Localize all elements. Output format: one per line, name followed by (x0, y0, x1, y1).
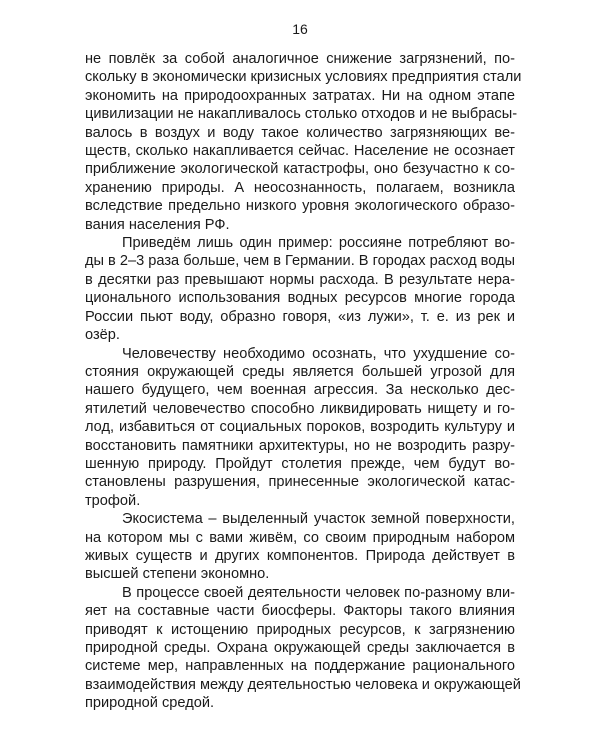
text-line: Экосистема – выделенный участок земной поверхности, (122, 511, 515, 528)
text-line: стояния окружающей среды является большей угрозой для (85, 363, 515, 380)
paragraph (85, 510, 515, 584)
text-line: в десятки раз превышают нормы расхода. В результате нера- (85, 271, 515, 288)
paragraph (85, 345, 515, 511)
text-line: озёр. (85, 327, 120, 344)
text-line: трофой. (85, 492, 141, 509)
text-line: Человечеству необходимо осознать, что ухудшение со- (122, 345, 515, 362)
text-line: России пьют воду, образно говоря, «из лужи», т. е. из рек и (85, 308, 515, 325)
text-line: приближение экологической катастрофы, оно безучастно к со- (85, 161, 515, 178)
page-number: 16 (292, 21, 308, 37)
paragraph (85, 234, 515, 344)
text-line: приводят к истощению природных ресурсов, к загрязнению (85, 621, 515, 638)
text-line: становлены разрушения, принесенные экологической катас- (85, 474, 515, 491)
text-line: В процессе своей деятельности человек по-разному вли- (122, 584, 515, 601)
text-line: хранению природы. А неосознанность, полагаем, возникла (85, 179, 515, 196)
text-line: вания населения РФ. (85, 216, 230, 233)
text-line: природной средой. (85, 695, 215, 712)
text-line: вследствие предельно низкого уровня экологического образо- (85, 198, 515, 215)
text-line: шенную природу. Пройдут столетия прежде, чем будут во- (85, 455, 515, 472)
text-line: цивилизации не накапливалось столько отходов и не выбрасы- (85, 106, 518, 123)
text-line: валось в воздух и воду такое количество загрязняющих ве- (85, 124, 515, 141)
text-line: скольку в экономически кризисных условиях предприятия стали (85, 69, 522, 86)
paragraph (85, 50, 522, 234)
text-line: системе мер, направленных на поддержание рационального (85, 658, 515, 675)
text-line: высшей степени экономно. (85, 566, 270, 583)
text-line: лод, избавиться от социальных пороков, возродить культуру и (85, 419, 515, 436)
text-line: взаимодействия между деятельностью человека и окружающей (85, 676, 521, 693)
text-line: не повлёк за собой аналогичное снижение загрязнений, по- (85, 51, 515, 67)
text-line: ятилетий человечество способно ликвидировать нищету и го- (85, 400, 515, 417)
text-line: ществ, сколько накапливается сейчас. Население не осознает (85, 143, 515, 160)
text-line: ды в 2–3 раза больше, чем в Германии. В городах расход воды (85, 253, 516, 270)
text-line: экономить на природоохранных затратах. Ни на одном этапе (85, 87, 515, 104)
body-text (85, 50, 522, 713)
paragraph (85, 584, 521, 713)
text-line: восстановить памятники архитектуры, но не возродить разру- (85, 437, 515, 454)
text-line: ционального использования водных ресурсов многие города (85, 290, 515, 307)
text-line: на котором мы с вами живём, со своим природным набором (85, 529, 515, 546)
text-line: нашего будущего, чем военная агрессия. За несколько дес- (85, 382, 515, 399)
text-line: природной среды. Охрана окружающей среды заключается в (85, 640, 515, 656)
text-line: живых существ и других компонентов. Природа действует в (85, 547, 515, 564)
text-line: яет на составные части биосферы. Факторы такого влияния (85, 603, 515, 620)
text-line: Приведём лишь один пример: россияне потребляют во- (122, 235, 515, 252)
